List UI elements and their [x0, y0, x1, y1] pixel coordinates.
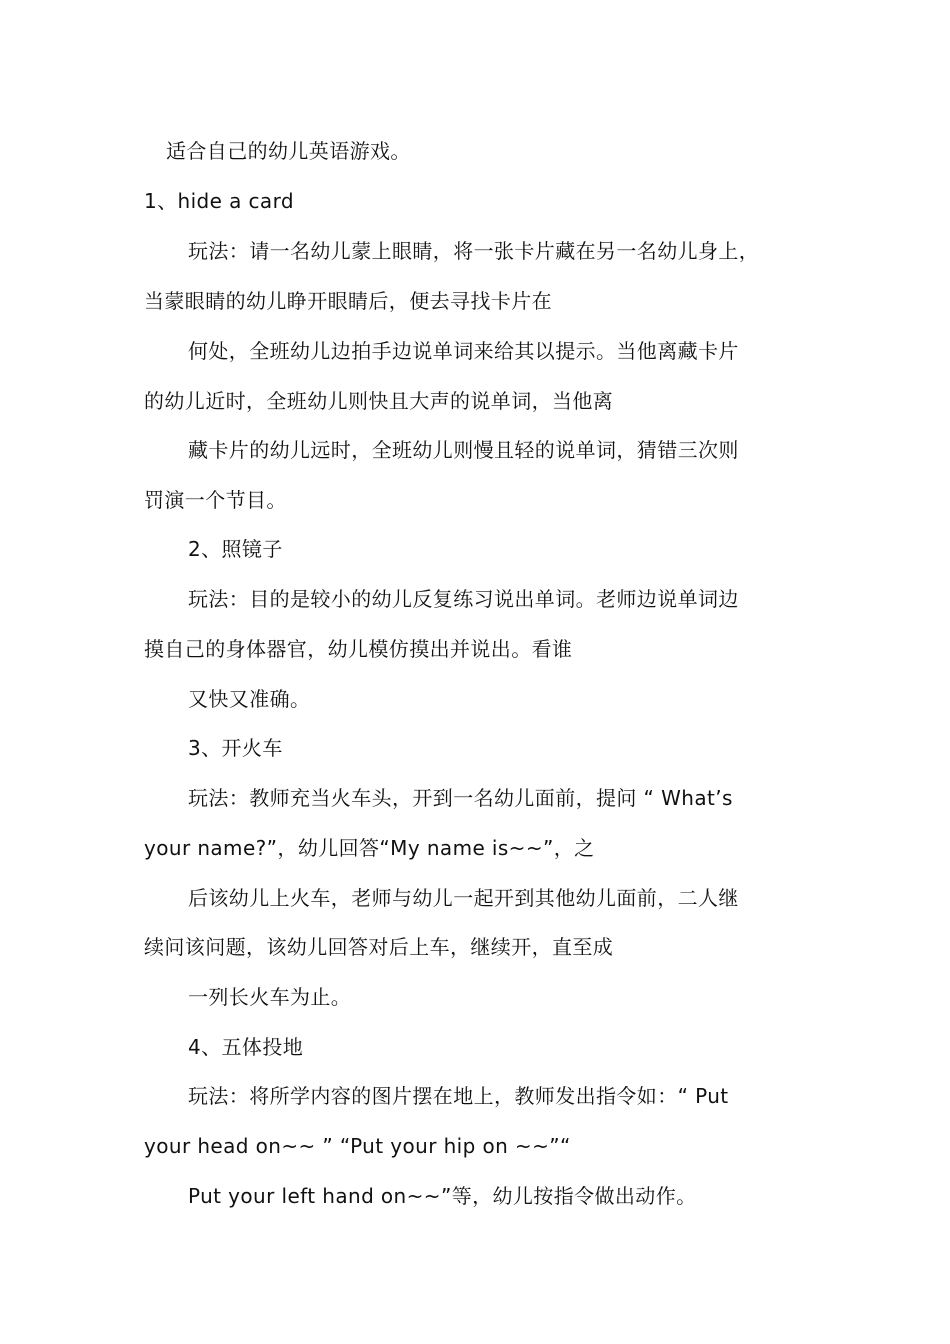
game-4-rules-line-3: Put your left hand on~~”等，幼儿按指令做出动作。	[188, 1184, 697, 1208]
game-1-heading: 1、hide a card	[144, 189, 294, 213]
game-1-rules-line-1: 玩法：请一名幼儿蒙上眼睛，将一张卡片藏在另一名幼儿身上，	[188, 239, 760, 263]
game-3-rules-line-2: your name?”，幼儿回答“My name is~~”，之	[144, 836, 595, 860]
game-1-rules-line-4: 的幼儿近时，全班幼儿则快且大声的说单词，当他离	[144, 389, 614, 413]
game-1-rules-line-6: 罚演一个节目。	[144, 488, 287, 512]
game-2-rules-line-2: 摸自己的身体器官，幼儿模仿摸出并说出。看谁	[144, 637, 573, 661]
game-3-rules-line-3: 后该幼儿上火车，老师与幼儿一起开到其他幼儿面前，二人继	[188, 886, 739, 910]
game-3-rules-line-5: 一列长火车为止。	[188, 985, 352, 1009]
game-2-rules-line-1: 玩法：目的是较小的幼儿反复练习说出单词。老师边说单词边	[188, 587, 739, 611]
game-2-rules-line-3: 又快又准确。	[188, 687, 311, 711]
game-4-rules-line-1: 玩法：将所学内容的图片摆在地上，教师发出指令如：“ Put	[188, 1084, 729, 1108]
game-1-rules-line-2: 当蒙眼睛的幼儿睁开眼睛后，便去寻找卡片在	[144, 289, 552, 313]
intro-line: 适合自己的幼儿英语游戏。	[166, 139, 411, 163]
game-3-rules-line-1: 玩法：教师充当火车头，开到一名幼儿面前，提问 “ What’s	[188, 786, 733, 810]
game-3-heading: 3、开火车	[188, 736, 283, 760]
game-3-rules-line-4: 续问该问题，该幼儿回答对后上车，继续开，直至成	[144, 935, 614, 959]
game-1-rules-line-5: 藏卡片的幼儿远时，全班幼儿则慢且轻的说单词，猜错三次则	[188, 438, 739, 462]
game-4-heading: 4、五体投地	[188, 1035, 304, 1059]
game-2-heading: 2、照镜子	[188, 537, 283, 561]
game-4-rules-line-2: your head on~~ ” “Put your hip on ~~”“	[144, 1134, 571, 1158]
game-1-rules-line-3: 何处，全班幼儿边拍手边说单词来给其以提示。当他离藏卡片	[188, 339, 739, 363]
